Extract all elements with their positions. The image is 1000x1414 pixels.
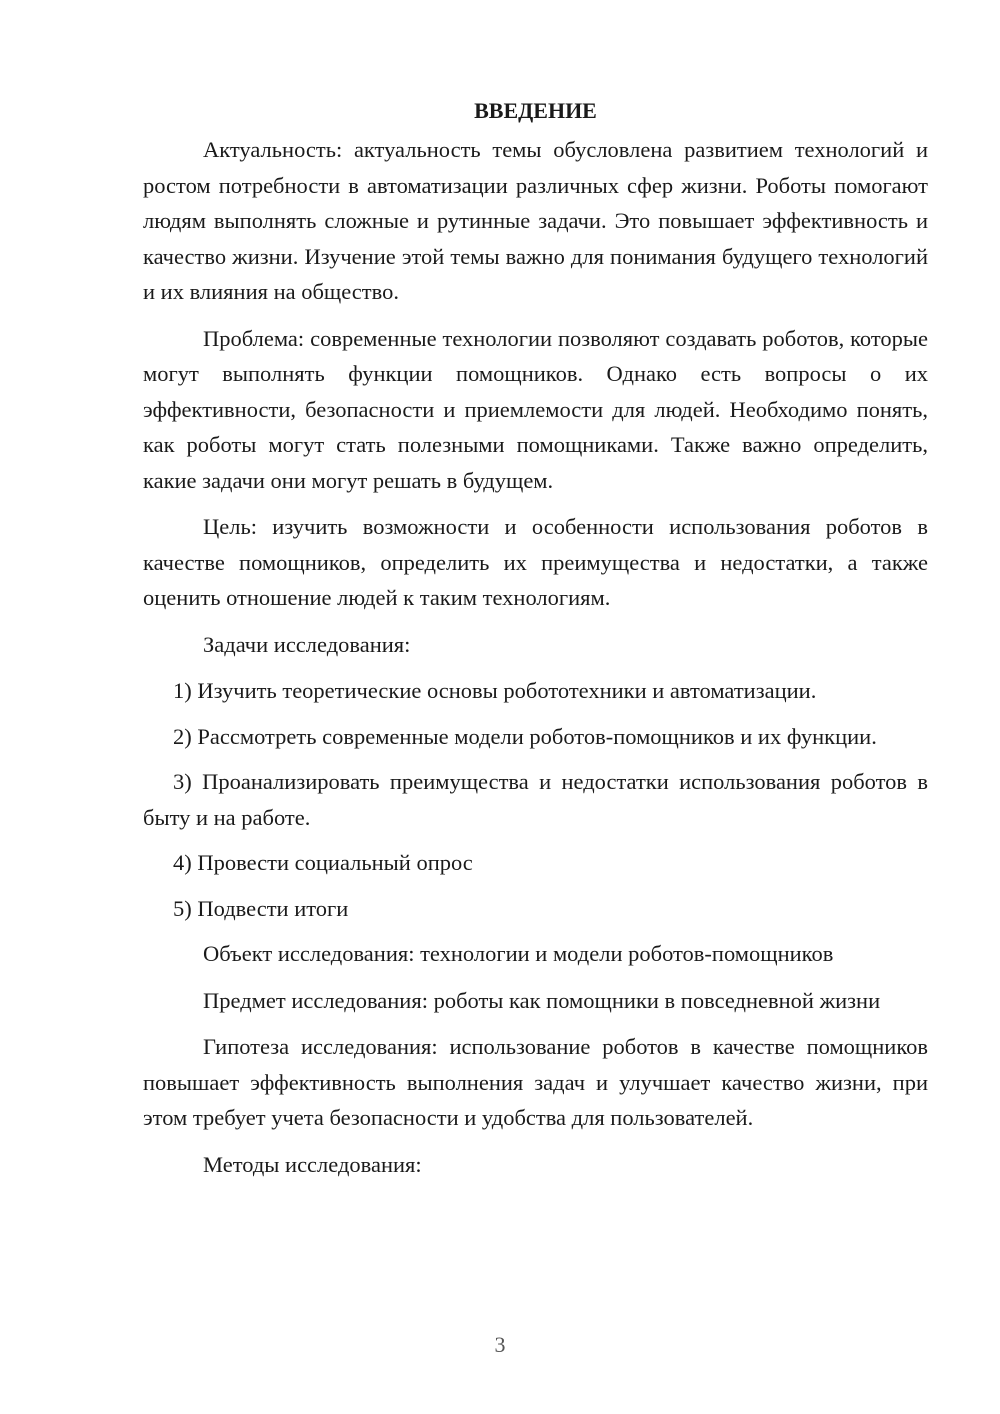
task-item-5: 5) Подвести итоги xyxy=(173,895,349,921)
paragraph-object: Объект исследования: технологии и модели роботов-помощников xyxy=(203,941,834,966)
task-item-1: 1) Изучить теоретические основы робототехники и автоматизации. xyxy=(173,678,817,703)
section-title: ВВЕДЕНИЕ xyxy=(474,98,597,123)
paragraph-methods: Методы исследования: xyxy=(203,1151,422,1177)
task-item-2: 2) Рассмотреть современные модели роботов-помощников и их функции. xyxy=(173,723,877,749)
page-content xyxy=(143,92,928,1193)
paragraph-subject: Предмет исследования: роботы как помощники в повседневной жизни xyxy=(203,987,881,1013)
paragraph-tasks-heading: Задачи исследования: xyxy=(203,631,411,657)
task-item-4: 4) Провести социальный опрос xyxy=(173,850,473,875)
paragraph-hypothesis: Гипотеза исследования: использование роботов в качестве помощников повышает эффективность выполнения задач и улучшает качество жизни, при этом требует учета безопасности и удобства для пользователей. xyxy=(143,1034,928,1130)
paragraph-goal: Цель: изучить возможности и особенности использования роботов в качестве помощников, определить их преимущества и недостатки, а также оценить отношение людей к таким технологиям. xyxy=(143,514,928,610)
page-number: 3 xyxy=(494,1332,506,1357)
task-item-3: 3) Проанализировать преимущества и недостатки использования роботов в быту и на работе. xyxy=(143,769,928,830)
paragraph-relevance: Актуальность: актуальность темы обусловлена развитием технологий и ростом потребности в автоматизации различных сфер жизни. Роботы помогают людям выполнять сложные и рутинные задачи. Это повышает эффективность и качество жизни. Изучение этой темы важно для понимания будущего технологий и их влияния на общество. xyxy=(143,137,928,304)
paragraph-problem: Проблема: современные технологии позволяют создавать роботов, которые могут выполнять функции помощников. Однако есть вопросы о их эффективности, безопасности и приемлемости для людей. Необходимо понять, как роботы могут стать полезными помощниками. Также важно определить, какие задачи они могут решать в будущем. xyxy=(143,325,928,493)
